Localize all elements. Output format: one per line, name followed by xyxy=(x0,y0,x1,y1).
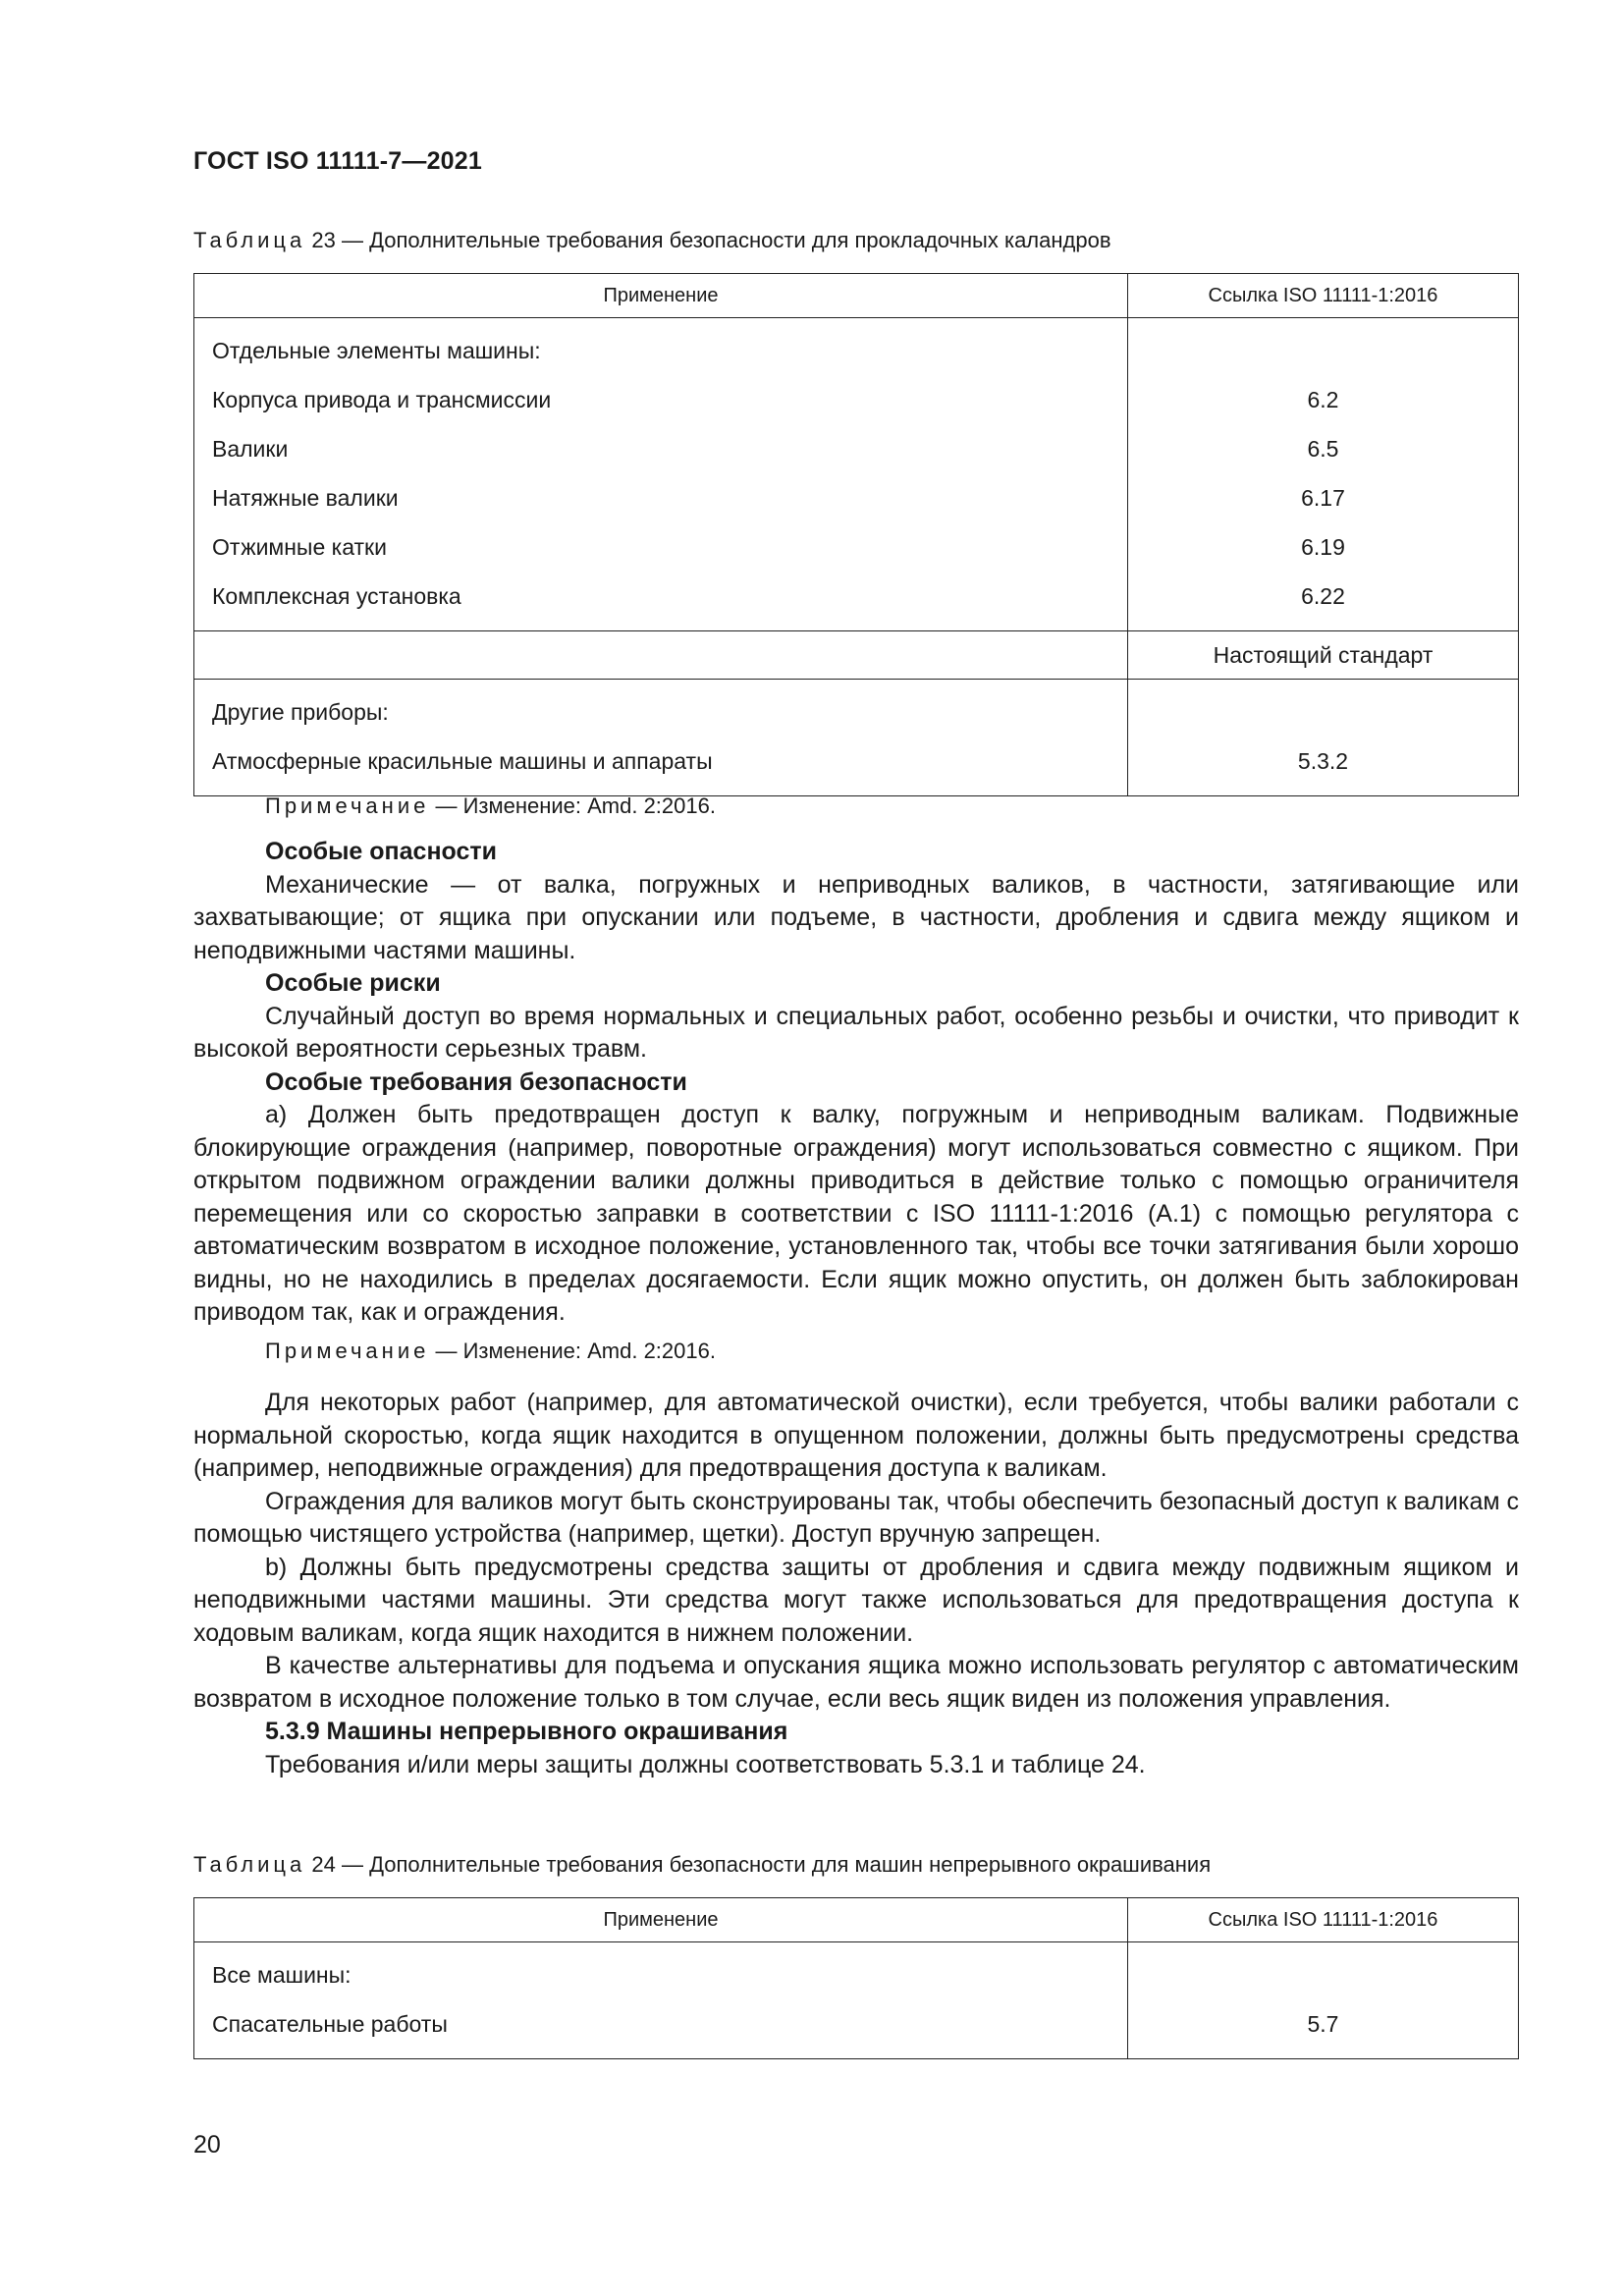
table-23-other-applications-cell xyxy=(194,680,1128,796)
table-23-standard-reference: Настоящий стандарт xyxy=(1128,631,1519,680)
note-1-label: Примечание xyxy=(265,793,430,818)
section-5-3-9-heading: 5.3.9 Машины непрерывного окрашивания xyxy=(265,1718,788,1745)
table-23-col-reference: Ссылка ISO 11111-1:2016 xyxy=(1128,274,1519,318)
table-23-group-other-devices xyxy=(194,680,1519,796)
section-body-continuation xyxy=(193,1387,1519,1781)
table-row: Валики xyxy=(212,436,289,462)
table-cell-reference: 6.5 xyxy=(1307,436,1339,462)
table-24-group-empty xyxy=(1128,1950,1518,1999)
note-2 xyxy=(265,1339,716,1364)
table-23-other-references-cell xyxy=(1128,680,1519,796)
table-23-standard-empty-cell xyxy=(194,631,1128,680)
table-23-col-application: Применение xyxy=(194,274,1128,318)
table-24-caption-word: Таблица xyxy=(193,1852,306,1877)
table-cell-reference: 6.22 xyxy=(1301,583,1345,609)
table-cell-reference: 6.2 xyxy=(1307,387,1339,412)
table-cell-reference: 5.7 xyxy=(1307,2011,1339,2037)
table-24-header-row xyxy=(194,1898,1519,1942)
note-1-text: — Изменение: Amd. 2:2016. xyxy=(429,793,716,818)
special-hazards-heading: Особые опасности xyxy=(265,838,497,865)
table-row: Отжимные катки xyxy=(212,534,387,560)
table-23-caption-text: 23 — Дополнительные требования безопасности для прокладочных каландров xyxy=(305,228,1111,252)
table-23-group1-title: Отдельные элементы машины: xyxy=(212,338,541,363)
section-5-3-9-text: Требования и/или меры защиты должны соответствовать 5.3.1 и таблице 24. xyxy=(265,1750,1146,1778)
special-risks-heading: Особые риски xyxy=(265,969,441,997)
note-2-text: — Изменение: Amd. 2:2016. xyxy=(429,1339,716,1363)
special-requirements-heading: Особые требования безопасности xyxy=(265,1067,687,1096)
table-23 xyxy=(193,273,1519,796)
table-row: Комплексная установка xyxy=(212,583,461,609)
table-24-references-cell xyxy=(1128,1942,1519,2059)
table-23-caption-word: Таблица xyxy=(193,228,306,252)
note-1 xyxy=(265,793,716,819)
table-24-applications-cell xyxy=(194,1942,1128,2059)
table-row: Спасательные работы xyxy=(212,2011,448,2037)
special-hazards-text: Механические — от валка, погружных и неприводных валиков, в частности, затягивающие или захватывающие; от ящика при опускании или подъеме, в частности, дробления и сдвига между ящиком и неподвижными частями машины. xyxy=(193,870,1519,964)
table-24-col-application: Применение xyxy=(194,1898,1128,1942)
table-cell-reference: 5.3.2 xyxy=(1297,748,1349,774)
special-risks-text: Случайный доступ во время нормальных и специальных работ, особенно резьбы и очистки, что приводит к высокой вероятности серьезных травм. xyxy=(193,1002,1519,1063)
body-paragraph: В качестве альтернативы для подъема и опускания ящика можно использовать регулятор с автоматическим возвратом в исходное положение только в том случае, если весь ящик виден из положения управления. xyxy=(193,1652,1519,1713)
table-23-group1-empty xyxy=(1128,326,1518,375)
table-cell-reference: 6.19 xyxy=(1301,534,1345,560)
table-23-applications-cell xyxy=(194,318,1128,631)
section-hazards-risks-requirements xyxy=(193,836,1519,1330)
table-24-caption-text: 24 — Дополнительные требования безопасности для машин непрерывного окрашивания xyxy=(305,1852,1212,1877)
body-paragraph: Для некоторых работ (например, для автоматической очистки), если требуется, чтобы валики работали с нормальной скоростью, когда ящик находится в опущенном положении, должны быть предусмотрены средства (например, неподвижные ограждения) для предотвращения доступа к валикам. xyxy=(193,1389,1519,1482)
table-24-group-all-machines xyxy=(194,1942,1519,2059)
table-24-col-reference: Ссылка ISO 11111-1:2016 xyxy=(1128,1898,1519,1942)
document-header: ГОСТ ISO 11111-7—2021 xyxy=(193,147,482,175)
table-23-caption xyxy=(193,228,1111,253)
requirement-item-a: а) Должен быть предотвращен доступ к валку, погружным и неприводным валикам. Подвижные блокирующие ограждения (например, поворотные ограждения) могут использоваться совместно с ящиком. При открытом подвижном ограждении валики должны приводиться в действие только с помощью ограничителя перемещения или со скоростью заправки в соответствии с ISO 11111-1:2016 (A.1) с помощью регулятора с автоматическим возвратом в исходное положение, установленного так, чтобы все точки затягивания были хорошо видны, но не находились в пределах досягаемости. Если ящик можно опустить, он должен быть заблокирован приводом так, как и ограждения. xyxy=(193,1101,1519,1326)
body-paragraph: Ограждения для валиков могут быть сконструированы так, чтобы обеспечить безопасный доступ к валикам с помощью чистящего устройства (например, щетки). Доступ вручную запрещен. xyxy=(193,1487,1519,1548)
table-23-references-cell xyxy=(1128,318,1519,631)
table-row: Натяжные валики xyxy=(212,485,399,511)
table-cell-reference: 6.17 xyxy=(1301,485,1345,511)
table-row: Корпуса привода и трансмиссии xyxy=(212,387,552,412)
table-23-group2-empty xyxy=(1128,687,1518,737)
table-23-group2-title: Другие приборы: xyxy=(212,699,389,725)
table-24-caption xyxy=(193,1852,1211,1878)
table-23-standard-row xyxy=(194,631,1519,680)
note-2-label: Примечание xyxy=(265,1339,430,1363)
table-row: Атмосферные красильные машины и аппараты xyxy=(212,748,713,774)
page-number: 20 xyxy=(193,2131,221,2159)
table-24 xyxy=(193,1897,1519,2059)
table-23-header-row xyxy=(194,274,1519,318)
table-23-group-machine-elements xyxy=(194,318,1519,631)
table-24-group-title: Все машины: xyxy=(212,1962,352,1988)
body-paragraph: b) Должны быть предусмотрены средства защиты от дробления и сдвига между подвижным ящиком и неподвижными частями машины. Эти средства могут также использоваться для предотвращения доступа к ходовым валикам, когда ящик находится в нижнем положении. xyxy=(193,1553,1519,1647)
